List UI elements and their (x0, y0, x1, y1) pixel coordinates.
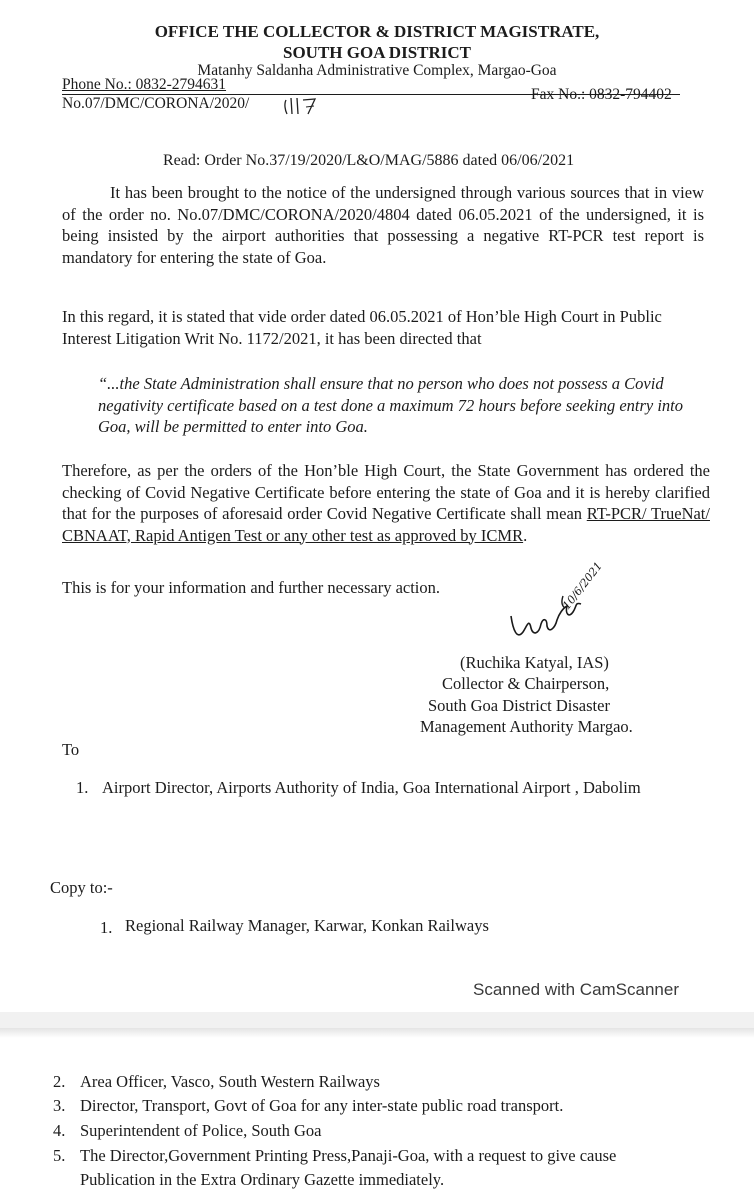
signatory-title-2: South Goa District Disaster (428, 696, 610, 715)
to-list-item-number: 1. (76, 778, 89, 797)
office-title-line1: OFFICE THE COLLECTOR & DISTRICT MAGISTRATE, (154, 22, 600, 41)
handwritten-reference-number (282, 94, 322, 118)
copy-list-item: Director, Transport, Govt of Goa for any inter-state public road transport. (80, 1096, 564, 1115)
copy-list-item-number: 1. (100, 918, 113, 937)
copy-list-item-number: 4. (53, 1121, 66, 1140)
copy-list-item-number: 2. (53, 1072, 66, 1091)
paragraph-4: This is for your information and further necessary action. (62, 578, 441, 597)
office-title-line2: SOUTH GOA DISTRICT (283, 43, 471, 62)
page-edge-shadow (0, 1028, 754, 1038)
page-gap (0, 1012, 754, 1028)
copy-list-item-number: 3. (53, 1096, 66, 1115)
read-order-reference: Read: Order No.37/19/2020/L&O/MAG/5886 dated 06/06/2021 (163, 152, 575, 169)
copy-list-item: Regional Railway Manager, Karwar, Konkan Railways (125, 916, 489, 935)
signatory-title-3: Management Authority Margao. (420, 717, 633, 736)
copy-to-label: Copy to:- (50, 878, 113, 897)
copy-list-item: The Director,Government Printing Press,Panaji-Goa, with a request to give cause (80, 1146, 617, 1165)
court-quote: “...the State Administration shall ensure that no person who does not possess a Covid negativity certificate based on a test done a maximum 72 hours before seeking entry into Goa, will be permitted to enter into Goa. (98, 374, 684, 436)
paragraph-1: It has been brought to the notice of the undersigned through various sources that in view of the order no. No.07/DMC/CORONA/2020/4804 dated 06.05.2021 of the undersigned, it is being insisted by the airport authorities that possessing a negative RT-PCR test report is mandatory for entering the state of Goa. (62, 183, 704, 267)
paragraph-3-end: . (523, 525, 528, 545)
copy-list-item: Area Officer, Vasco, South Western Railways (80, 1072, 380, 1091)
paragraph-3 (62, 460, 710, 546)
office-address: Matanhy Saldanha Administrative Complex, Margao-Goa (197, 62, 557, 79)
to-label: To (62, 740, 80, 759)
signatory-name: (Ruchika Katyal, IAS) (460, 653, 609, 672)
reference-number: No.07/DMC/CORONA/2020/ (62, 95, 250, 112)
signature-date: 10/6/2021 (560, 559, 605, 613)
paragraph-2: In this regard, it is stated that vide order dated 06.05.2021 of Hon’ble High Court in Public Interest Litigation Writ No. 1172/2021, it has been directed that (62, 307, 662, 348)
phone-number: Phone No.: 0832-2794631 (62, 76, 227, 93)
copy-list-item-continued: Publication in the Extra Ordinary Gazette immediately. (80, 1170, 445, 1189)
paragraph-3-approved-tests: RT-PCR/ TrueNat/ CBNAAT, Rapid Antigen Test or any other test as approved by ICMR (62, 504, 710, 545)
to-list-item: Airport Director, Airports Authority of India, Goa International Airport , Dabolim (102, 778, 641, 797)
copy-list-item: Superintendent of Police, South Goa (80, 1121, 322, 1140)
signatory-title-1: Collector & Chairperson, (442, 674, 610, 693)
scanner-watermark: Scanned with CamScanner (473, 980, 680, 999)
copy-list-item-number: 5. (53, 1146, 66, 1165)
fax-number: Fax No.: 0832-794402 (531, 86, 672, 103)
paragraph-3-main: Therefore, as per the orders of the Hon’ble High Court, the State Government has ordered the checking of Covid Negative Certificate before entering the state of Goa and it is hereby clarified that for the purposes of aforesaid order Covid Negative Certificate shall mean (62, 461, 710, 523)
